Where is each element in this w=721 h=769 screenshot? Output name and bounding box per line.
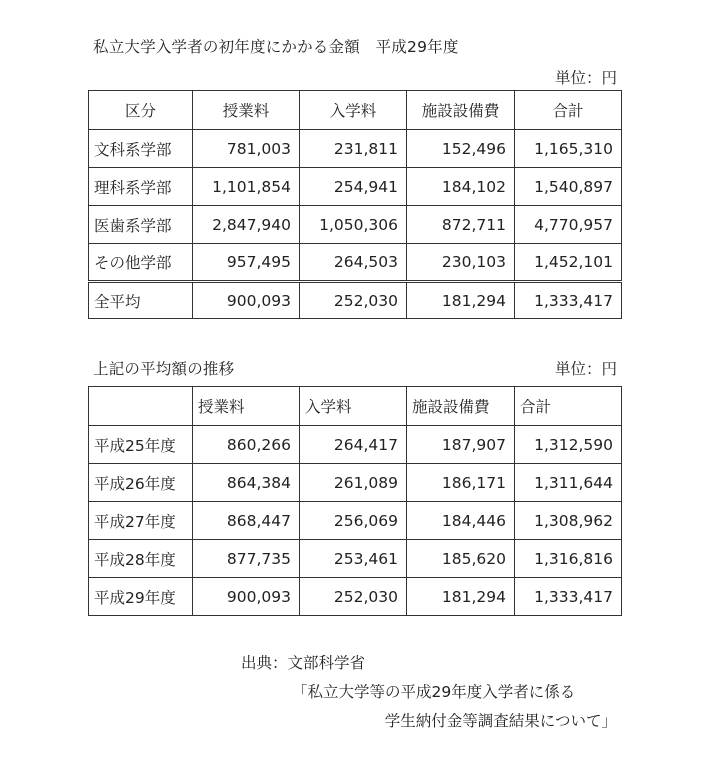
table-cell: 181,294 <box>407 282 515 319</box>
table-cell: 254,941 <box>300 168 407 206</box>
header-cell: 授業料 <box>193 91 300 130</box>
table-cell: 152,496 <box>407 130 515 168</box>
header-cell: 施設設備費 <box>407 387 515 426</box>
table-row <box>89 426 622 464</box>
header-cell: 授業料 <box>193 387 300 426</box>
table-cell: 4,770,957 <box>515 206 622 244</box>
row-label: 文科系学部 <box>89 130 193 168</box>
table2-title: 上記の平均額の推移 <box>93 360 235 378</box>
table-header-row <box>89 91 622 130</box>
table-total-row <box>89 282 622 319</box>
table-cell: 1,333,417 <box>515 282 622 319</box>
header-cell: 施設設備費 <box>407 91 515 130</box>
table-cell: 872,711 <box>407 206 515 244</box>
table1-title: 私立大学入学者の初年度にかかる金額 平成29年度 <box>93 38 459 56</box>
table-cell: 253,461 <box>300 540 407 578</box>
row-label: 平成28年度 <box>89 540 193 578</box>
table-cell: 1,452,101 <box>515 244 622 282</box>
header-cell: 入学料 <box>300 91 407 130</box>
table-row <box>89 578 622 616</box>
table-row <box>89 540 622 578</box>
table-row <box>89 464 622 502</box>
table-cell: 1,165,310 <box>515 130 622 168</box>
table-cell: 252,030 <box>300 282 407 319</box>
header-cell <box>89 387 193 426</box>
table-cell: 2,847,940 <box>193 206 300 244</box>
row-label: 医歯系学部 <box>89 206 193 244</box>
row-label: 平成29年度 <box>89 578 193 616</box>
table-cell: 1,050,306 <box>300 206 407 244</box>
admission-cost-table <box>88 90 622 319</box>
table-cell: 1,333,417 <box>515 578 622 616</box>
table-cell: 184,102 <box>407 168 515 206</box>
header-cell: 合計 <box>515 91 622 130</box>
table-row <box>89 168 622 206</box>
table-cell: 864,384 <box>193 464 300 502</box>
row-label: 理科系学部 <box>89 168 193 206</box>
table-cell: 256,069 <box>300 502 407 540</box>
row-label: 平成27年度 <box>89 502 193 540</box>
table-row <box>89 130 622 168</box>
average-trend-table <box>88 386 622 616</box>
source-report-title-line1: 「私立大学等の平成29年度入学者に係る <box>292 683 576 701</box>
table-cell: 1,540,897 <box>515 168 622 206</box>
table-cell: 185,620 <box>407 540 515 578</box>
row-label: その他学部 <box>89 244 193 282</box>
table-cell: 1,316,816 <box>515 540 622 578</box>
table-cell: 957,495 <box>193 244 300 282</box>
source-report-title-line2: 学生納付金等調査結果について」 <box>384 712 617 730</box>
table-cell: 1,101,854 <box>193 168 300 206</box>
table-cell: 261,089 <box>300 464 407 502</box>
table-cell: 877,735 <box>193 540 300 578</box>
table-row <box>89 502 622 540</box>
table-cell: 1,311,644 <box>515 464 622 502</box>
header-cell: 入学料 <box>300 387 407 426</box>
source-label: 出典：文部科学省 <box>241 654 366 672</box>
table-cell: 781,003 <box>193 130 300 168</box>
table-cell: 1,308,962 <box>515 502 622 540</box>
table-row <box>89 244 622 282</box>
table-cell: 264,503 <box>300 244 407 282</box>
table-cell: 184,446 <box>407 502 515 540</box>
table-cell: 900,093 <box>193 282 300 319</box>
table-cell: 900,093 <box>193 578 300 616</box>
table-cell: 868,447 <box>193 502 300 540</box>
table-cell: 186,171 <box>407 464 515 502</box>
row-label: 平成25年度 <box>89 426 193 464</box>
header-cell: 区分 <box>89 91 193 130</box>
table-cell: 252,030 <box>300 578 407 616</box>
table-cell: 231,811 <box>300 130 407 168</box>
table-cell: 1,312,590 <box>515 426 622 464</box>
table-cell: 860,266 <box>193 426 300 464</box>
table1-unit: 単位：円 <box>554 69 617 87</box>
table-row <box>89 206 622 244</box>
table-cell: 230,103 <box>407 244 515 282</box>
table2-unit: 単位：円 <box>554 360 617 378</box>
table-cell: 264,417 <box>300 426 407 464</box>
header-cell: 合計 <box>515 387 622 426</box>
row-label: 全平均 <box>89 282 193 319</box>
table-cell: 187,907 <box>407 426 515 464</box>
table-header-row <box>89 387 622 426</box>
table-cell: 181,294 <box>407 578 515 616</box>
row-label: 平成26年度 <box>89 464 193 502</box>
